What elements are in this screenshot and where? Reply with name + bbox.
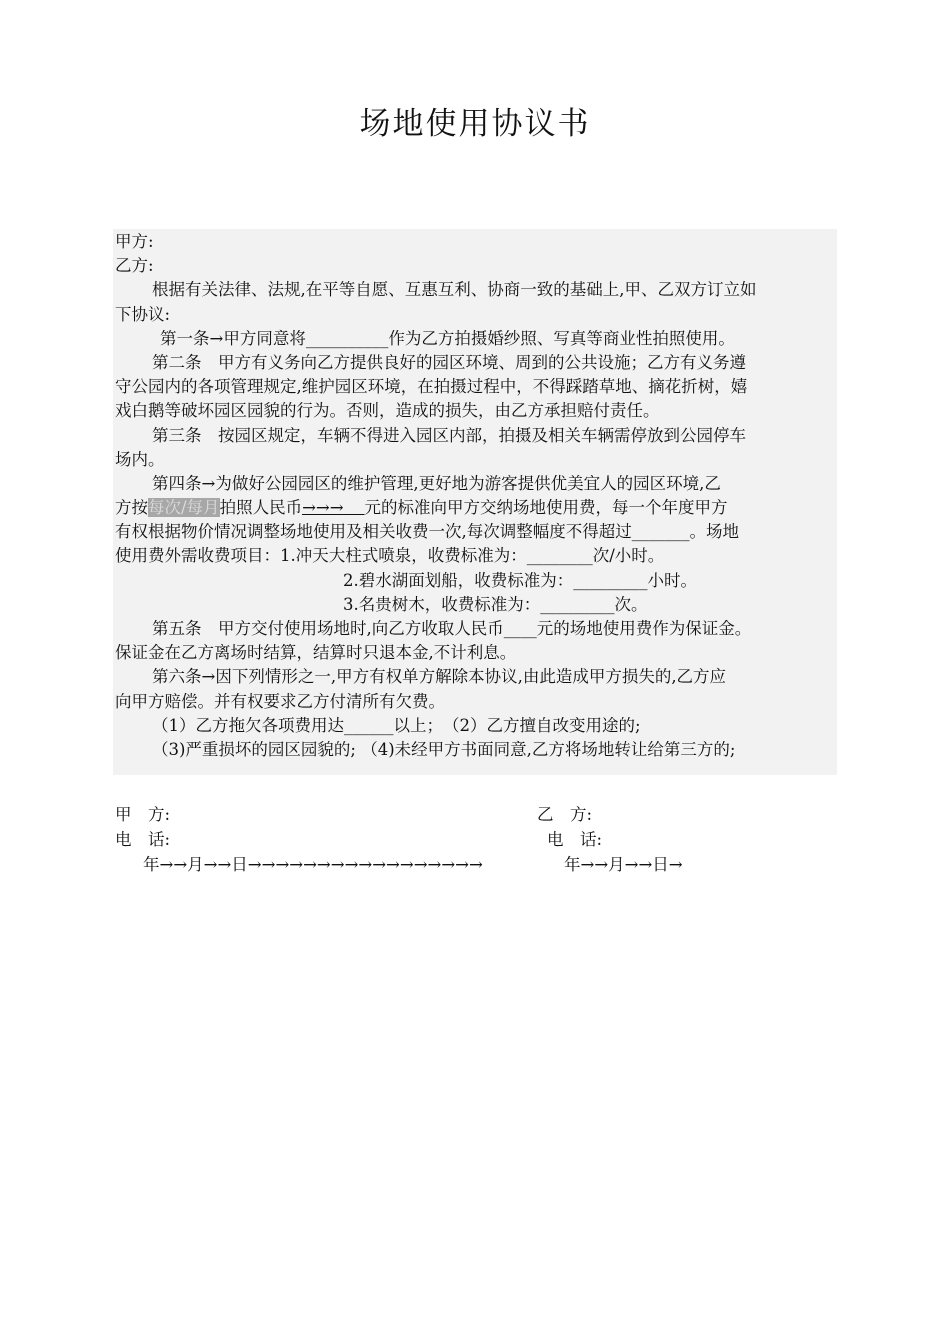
signature-party-row (115, 802, 837, 827)
article-3-line-1: 第三条 按园区规定，车辆不得进入园区内部，拍摄及相关车辆需停放到公园停车 (152, 425, 746, 445)
article-6-item-1-2: （1）乙方拖欠各项费用达______以上； （2）乙方擅自改变用途的; (152, 715, 641, 735)
underline-gap (344, 498, 365, 517)
signature-phone-row (115, 827, 837, 852)
article-2-line-2: 守公园内的各项管理规定,维护园区环境，在拍摄过程中，不得踩踏草地、摘花折树，嬉 (115, 377, 748, 397)
party-b-signature-label: 乙 方: (537, 805, 593, 824)
article-4-line-4: 使用费外需收费项目：1.冲天大柱式喷泉，收费标准为：________次/小时。 (115, 546, 665, 566)
highlighted-field: 每次/每月 (148, 498, 220, 518)
fee-item-2: 2.碧水湖面划船，收费标准为：_________小时。 (343, 570, 697, 590)
party-b-date: 年→→月→→日→ (564, 855, 683, 874)
article-4-line-2 (115, 496, 837, 520)
party-b-phone-label: 电 话: (547, 830, 603, 849)
article-5-line-1: 第五条 甲方交付使用场地时,向乙方收取人民币____元的场地使用费作为保证金。 (152, 619, 752, 638)
signature-block (115, 802, 837, 877)
article-4-prefix: 方按 (115, 498, 148, 518)
article-4-text-b: 元的标准向甲方交纳场地使用费，每一个年度甲方 (364, 498, 728, 518)
arrow-blank: →→→ (302, 498, 344, 518)
preamble-line-2: 下协议: (115, 304, 171, 324)
agreement-body (115, 230, 837, 762)
article-2-line-3: 戏白鹅等破坏园区园貌的行为。否则，造成的损失，由乙方承担赔付责任。 (115, 401, 660, 421)
article-4-line-3: 有权根据物价情况调整场地使用及相关收费一次,每次调整幅度不得超过_______。场地 (115, 522, 739, 542)
article-5-line-2: 保证金在乙方离场时结算，结算时只退本金,不计利息。 (115, 643, 517, 663)
party-a-phone-label: 电 话: (115, 830, 171, 849)
party-a-signature-label: 甲 方: (115, 805, 171, 824)
article-6-line-1: 第六条→因下列情形之一,甲方有权单方解除本协议,由此造成甲方损失的,乙方应 (152, 667, 727, 687)
article-6-line-2: 向甲方赔偿。并有权要求乙方付清所有欠费。 (115, 691, 445, 711)
party-b-line: 乙方: (115, 256, 154, 276)
article-4-line-1: 第四条→为做好公园园区的维护管理,更好地为游客提供优美宜人的园区环境,乙 (152, 473, 721, 493)
party-a-date: 年→→月→→日→→→→→→→→→→→→→→→→→ (143, 855, 483, 874)
article-4-text-a: 拍照人民币 (219, 498, 303, 518)
article-6-item-3-4: （3)严重损坏的园区园貌的; （4)未经甲方书面同意,乙方将场地转让给第三方的; (152, 739, 736, 759)
article-1-line: 第一条→甲方同意将__________作为乙方拍摄婚纱照、写真等商业性拍照使用。 (160, 328, 735, 348)
fee-item-3: 3.名贵树木，收费标准为：_________次。 (343, 594, 648, 614)
preamble-line-1: 根据有关法律、法规,在平等自愿、互惠互利、协商一致的基础上,甲、乙双方订立如 (152, 280, 757, 300)
party-a-line: 甲方: (115, 232, 154, 251)
article-2-line-1: 第二条 甲方有义务向乙方提供良好的园区环境、周到的公共设施；乙方有义务遵 (152, 352, 746, 372)
signature-date-row (115, 852, 837, 877)
article-3-line-2: 场内。 (115, 449, 165, 469)
document-title: 场地使用协议书 (359, 106, 591, 142)
